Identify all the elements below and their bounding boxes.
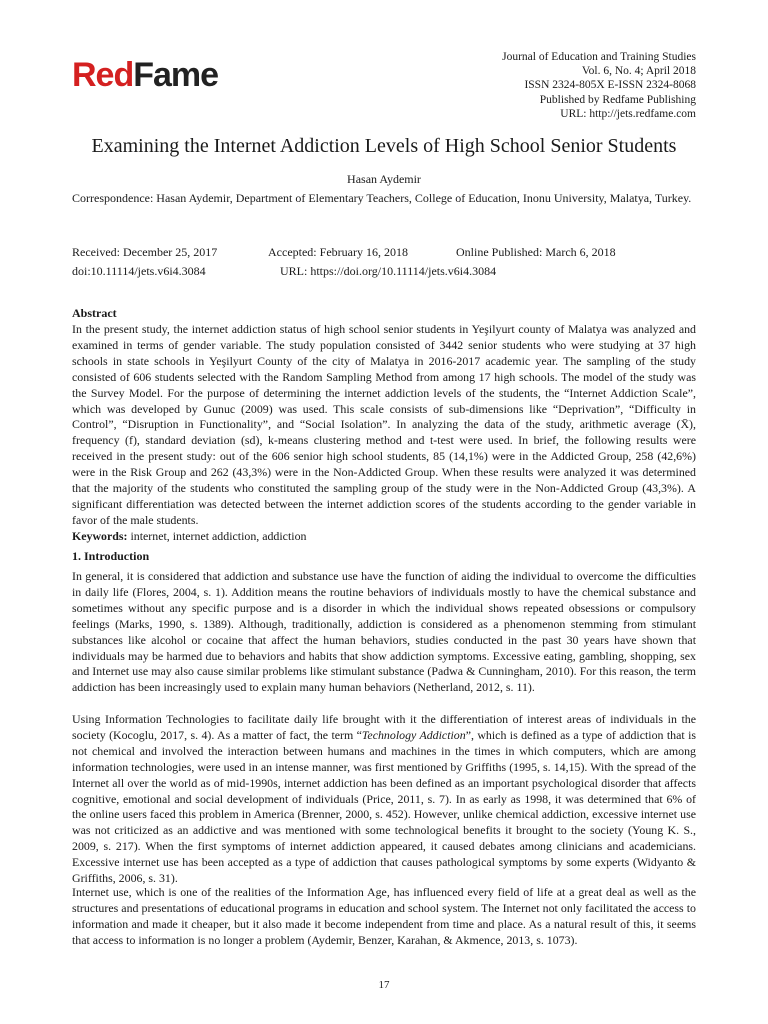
author-name: Hasan Aydemir xyxy=(347,172,421,186)
keywords-label: Keywords: xyxy=(72,529,128,543)
journal-url[interactable]: URL: http://jets.redfame.com xyxy=(560,107,696,120)
page-number: 17 xyxy=(378,979,390,991)
keywords xyxy=(72,529,696,545)
journal-volume: Vol. 6, No. 4; April 2018 xyxy=(581,65,696,78)
abstract-text: In the present study, the internet addiction status of high school senior students in Yeşilyurt county of Malatya was analyzed and examined in terms of gender variable. The study population consisted of 3442 senior students who were studying at 37 high schools in state schools in Yeşilyurt County of the city of Malatya in 2016-2017 academic year. The sampling of the study consisted of 606 students selected with the Random Sampling Method from among 17 high schools. The model of the study was the Survey Model. For the purpose of determining the internet addiction levels of the students, the “Internet Addiction Scale”, which was developed by Gunuc (2009) was used. This scale consists of sub-dimensions like “Deprivation”, “Difficulty in Control”, “Disruption in Functionality”, and “Social Isolation”. In analyzing the data of the study, arithmetic average (X̄), frequency (f), standard deviation (sd), k-means clustering method and t-test were used. In brief, the following results were received in the present study: out of the 606 senior high school students, 85 (14,1%) were in the Addicted Group, 258 (42,6%) were in the Risk Group and 262 (43,3%) were in the Non-Addicted Group. When these results were analyzed it was determined that the majority of the students who constituted the sampling group of the study were in the Non-Addicted Group (43,3%). A significant differentiation was detected between the internet addiction scores of the students according to the gender variable in favor of the male students. xyxy=(72,322,696,527)
intro-paragraph-3: Internet use, which is one of the realities of the Information Age, has influenced every field of life at a great deal as well as the structures and presentations of educational programs in education and school system. The Internet not only facilitated the access to information and made it cheaper, but it also made it become independent from time and place. As a natural result of this, it seems that access to information is no longer a problem (Aydemir, Benzer, Karahan, & Akmence, 2013, s. 1073). xyxy=(72,885,696,947)
correspondence: Correspondence: Hasan Aydemir, Department of Elementary Teachers, College of Education, Inonu University, Malatya, Turkey. xyxy=(72,191,692,205)
redfame-logo: RedFame xyxy=(72,56,219,94)
journal-name: Journal of Education and Training Studies xyxy=(502,51,696,63)
keywords-text: internet, internet addiction, addiction xyxy=(130,529,307,543)
paper-title: Examining the Internet Addiction Levels of High School Senior Students xyxy=(91,135,677,157)
journal-issn: ISSN 2324-805X E-ISSN 2324-8068 xyxy=(524,79,696,92)
introduction-heading: 1. Introduction xyxy=(72,549,150,563)
received-date: Received: December 25, 2017 xyxy=(72,245,218,259)
doi[interactable]: doi:10.11114/jets.v6i4.3084 xyxy=(72,264,206,278)
published-date: Online Published: March 6, 2018 xyxy=(456,245,616,259)
technology-addiction-term: Technology Addiction xyxy=(361,727,466,742)
accepted-date: Accepted: February 16, 2018 xyxy=(268,245,408,259)
journal-publisher: Published by Redfame Publishing xyxy=(539,93,696,106)
intro-paragraph-1: In general, it is considered that addiction and substance use have the function of aiding the individual to overcome the difficulties in daily life (Flores, 2004, s. 1). Addition means the routine behaviors of individuals mostly to have the chemical substance and sometimes without any specific purpose and is a disorder in which the individual shows repeated obsessions or compulsory feelings (Marks, 1990, s. 1389). Although, traditionally, addiction is considered as a phenomenon stemming from stimulant substances like alcohol or cocaine that affect the human behaviors, studies conducted in the past 30 years have shown that individuals may be harmed due to behaviors and habits that show addiction symptoms. Excessive eating, gambling, shopping, sex and Internet use may also cause similar problems like stimulant substance (Padwa & Cunningham, 2010). For this reason, the term addiction has been increasingly used to explain many human behaviors (Netherland, 2012, s. 11). xyxy=(72,569,696,695)
abstract-heading: Abstract xyxy=(72,306,117,320)
doi-url[interactable]: URL: https://doi.org/10.11114/jets.v6i4.3084 xyxy=(280,264,497,278)
intro-paragraph-2: Using Information Technologies to facilitate daily life brought with it the differentiation of interest areas of individuals in the society (Kocoglu, 2017, s. 4). As a matter of fact, the term “Technology Addiction”, which is defined as a type of addiction that is not chemical and involved the interaction between humans and machines in the times in which computers, which are among information technologies, were used in an intense manner, was first mentioned by Griffiths (1995, s. 14,15). With the spread of the Internet all over the world as of mid-1990s, internet addiction has been defined as an important psychological disorder that affects cognitive, emotional and social development of individuals (Price, 2011, s. 7). In as early as 1998, it was determined that 6% of the online users faced this problem in America (Brenner, 2000, s. 452). However, unlike chemical addiction, excessive internet use was not criticized as an addictive and was mentioned with some technological benefits it brought to the society (Young K. S., 2009, s. 217). When the first symptoms of internet addiction appeared, it caused debates among clinicians and academicians. Excessive internet use has been accepted as a type of addiction that causes pathological symptoms by some experts (Widyanto & Griffiths, 2006, s. 31). xyxy=(72,712,697,886)
journal-info xyxy=(502,50,696,121)
